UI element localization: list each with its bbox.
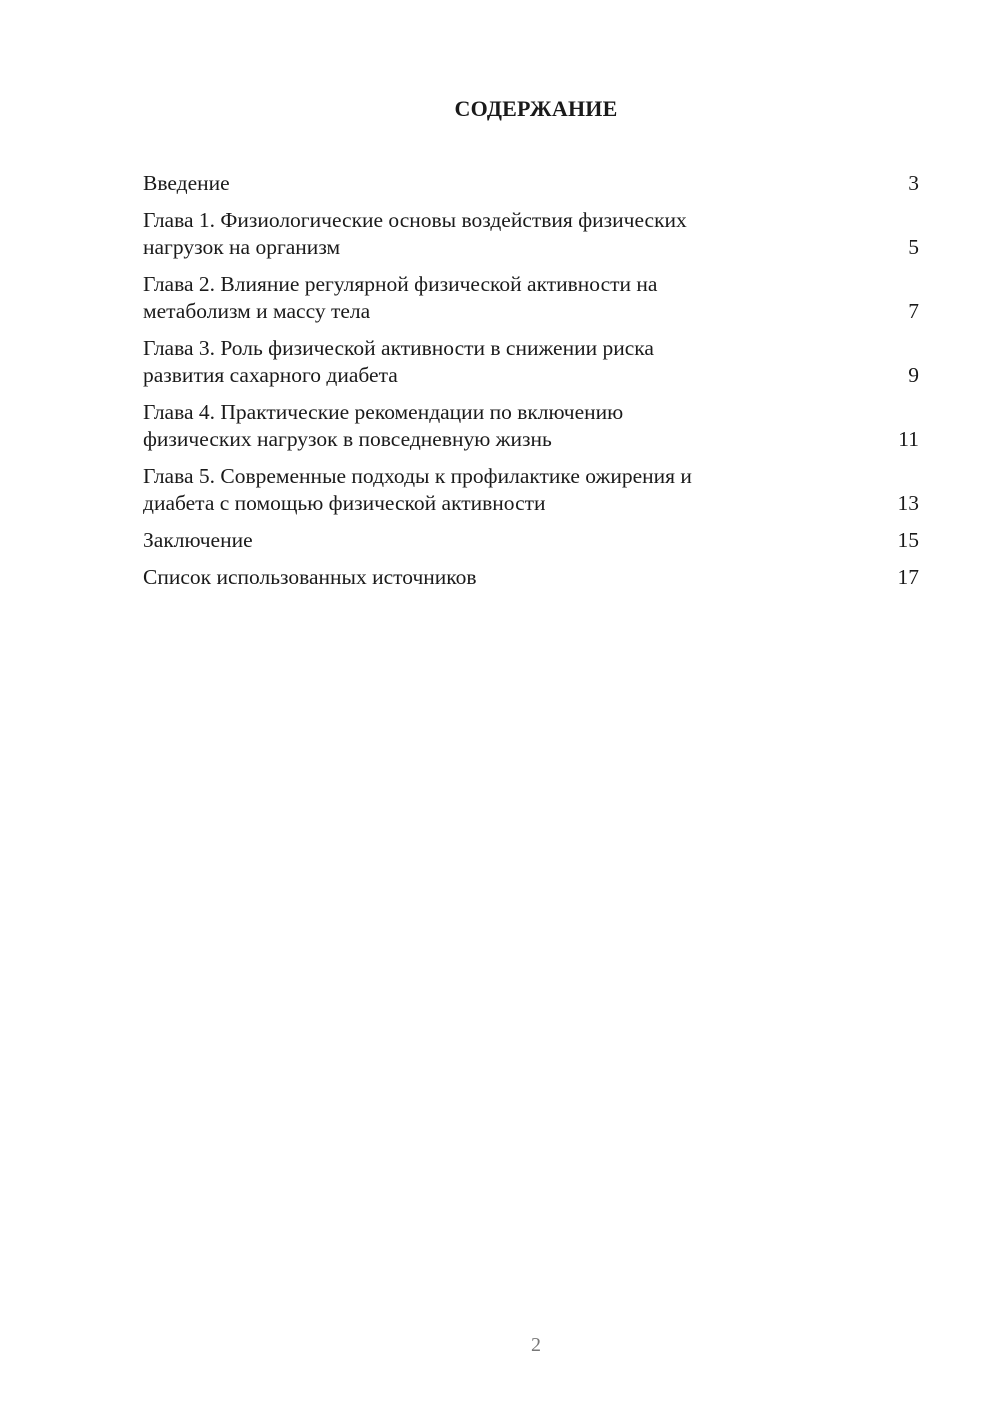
toc-entry-conclusion[interactable]: [143, 527, 919, 554]
toc-entry-label-line1: Глава 2. Влияние регулярной физической активности на: [143, 272, 658, 296]
toc-entry-label-line2: физических нагрузок в повседневную жизнь: [143, 427, 552, 451]
toc-entry-label-line2: развития сахарного диабета: [143, 363, 398, 387]
toc-entry-label-line1: Глава 4. Практические рекомендации по включению: [143, 400, 624, 424]
toc-entry-page: 9: [908, 363, 919, 387]
toc-entry-label-line2: нагрузок на организм: [143, 235, 341, 259]
toc-entry-chapter-1[interactable]: [143, 207, 919, 261]
page-title: СОДЕРЖАНИЕ: [454, 96, 618, 121]
toc-entry-references[interactable]: [143, 564, 919, 591]
toc-entry-label-line1: Глава 1. Физиологические основы воздействия физических: [143, 208, 687, 232]
toc-entry-chapter-3[interactable]: [143, 335, 919, 389]
toc-entry-label: Заключение: [143, 528, 253, 552]
toc-entry-label: Список использованных источников: [143, 565, 477, 589]
toc-entry-label: [143, 271, 793, 325]
toc-entry-page: 7: [908, 299, 919, 323]
toc-entry-page: 5: [908, 235, 919, 259]
toc-entry-label-line1: Глава 3. Роль физической активности в снижении риска: [143, 336, 654, 360]
toc-entry-label: [143, 399, 793, 453]
toc-entry-chapter-2[interactable]: [143, 271, 919, 325]
toc-entry-label: Введение: [143, 171, 230, 195]
toc-entry-label-line2: метаболизм и массу тела: [143, 299, 371, 323]
toc-entry-page: 13: [897, 491, 919, 515]
toc-entry-label-line1: Глава 5. Современные подходы к профилактике ожирения и: [143, 464, 692, 488]
table-of-contents: [143, 170, 919, 601]
toc-entry-page: 3: [908, 171, 919, 195]
toc-entry-page: 17: [897, 565, 919, 589]
toc-entry-introduction[interactable]: [143, 170, 919, 197]
toc-entry-page: 15: [897, 528, 919, 552]
toc-entry-label-line2: диабета с помощью физической активности: [143, 491, 546, 515]
toc-entry-label: [143, 335, 793, 389]
toc-entry-page: 11: [898, 427, 919, 451]
toc-entry-chapter-4[interactable]: [143, 399, 919, 453]
toc-entry-label: [143, 207, 793, 261]
page-number: 2: [531, 1334, 541, 1356]
toc-entry-chapter-5[interactable]: [143, 463, 919, 517]
toc-entry-label: [143, 463, 793, 517]
